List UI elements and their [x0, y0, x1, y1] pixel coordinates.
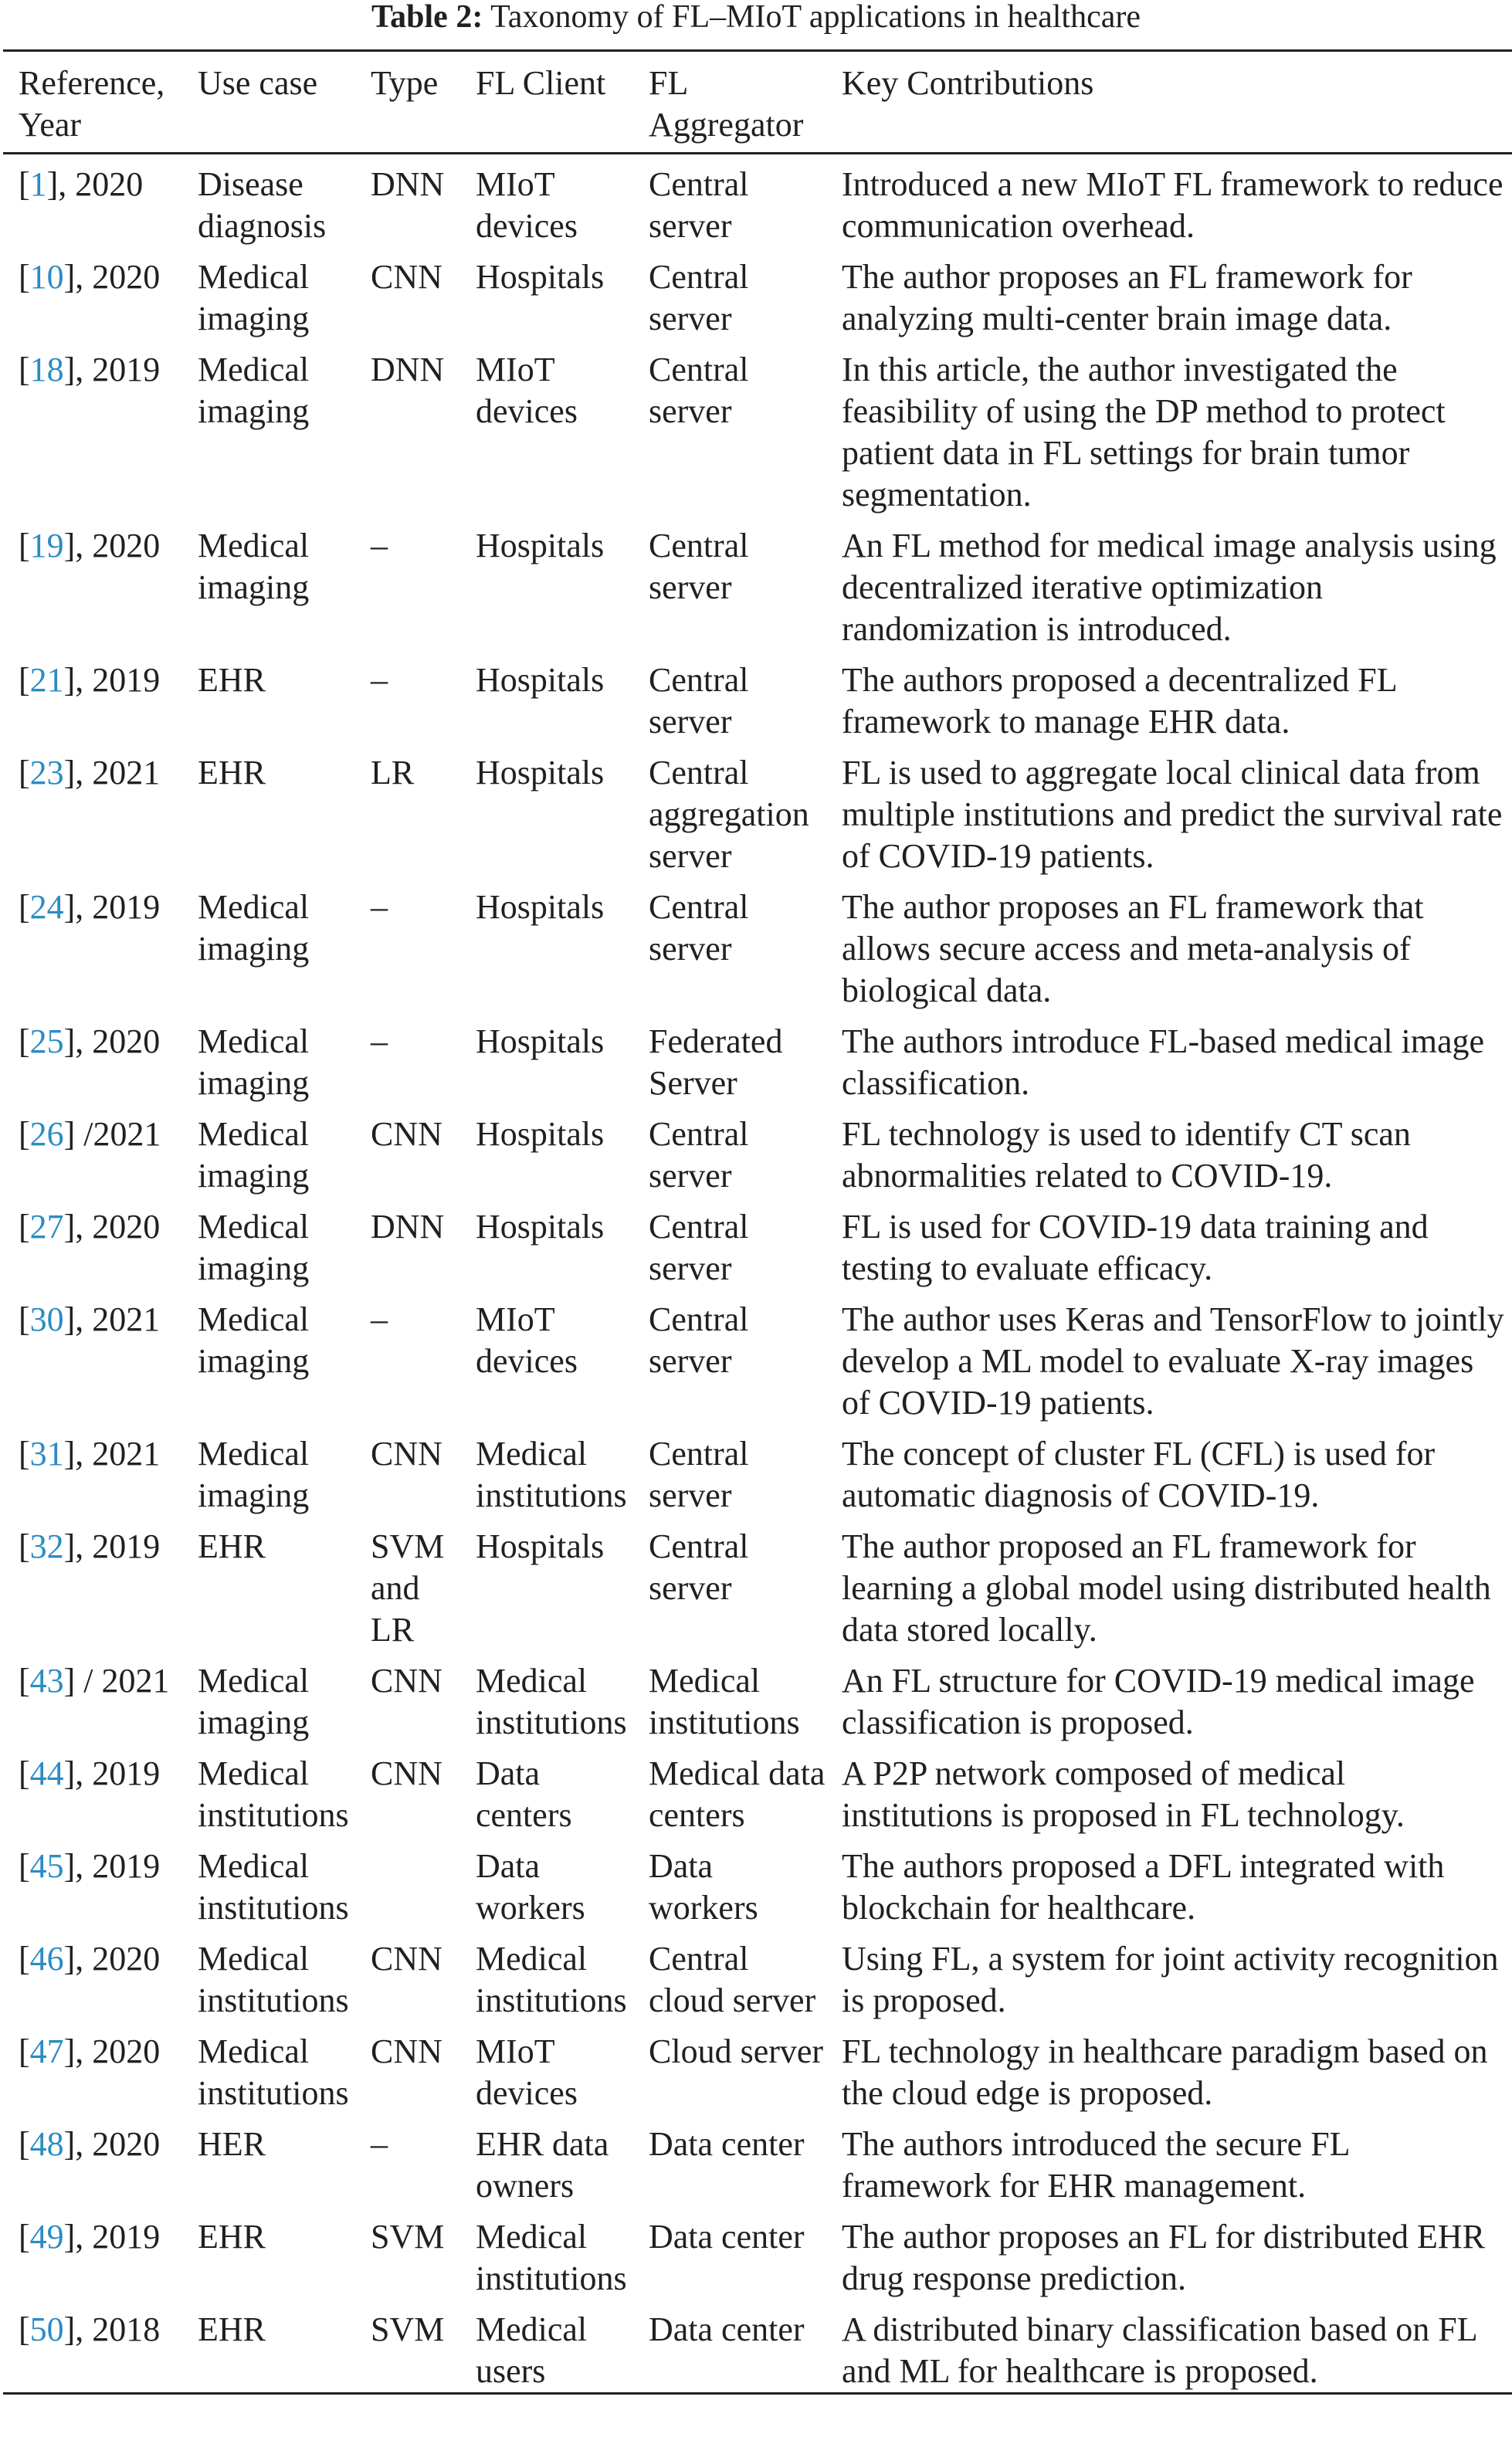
- table-row: [3, 516, 1512, 650]
- fl-aggregator-cell: Data center: [649, 2310, 805, 2348]
- fl-aggregator-cell: Central aggregation server: [649, 754, 809, 875]
- fl-client-cell: Hospitals: [476, 258, 605, 296]
- citation-link[interactable]: 25: [29, 1022, 64, 1060]
- reference-year-cell: [19], 2020: [19, 527, 161, 564]
- year-text: ], 2021: [63, 754, 161, 792]
- fl-aggregator-cell: Central server: [649, 661, 749, 741]
- table-row: [3, 247, 1512, 340]
- fl-client-cell: Medical institutions: [476, 1940, 627, 2019]
- use-case-cell: Medical institutions: [198, 1754, 349, 1834]
- use-case-cell: Medical imaging: [198, 888, 310, 968]
- year-text: ], 2019: [63, 888, 161, 926]
- use-case-cell: HER: [198, 2125, 266, 2163]
- fl-aggregator-cell: Central server: [649, 1435, 749, 1514]
- table-row: [3, 650, 1512, 743]
- fl-client-cell: MIoT devices: [476, 1300, 578, 1380]
- table-row: [3, 1651, 1512, 1744]
- key-contribution-cell: A P2P network composed of medical institutions is proposed in FL technology.: [842, 1754, 1405, 1834]
- fl-client-cell: Hospitals: [476, 1527, 605, 1565]
- type-cell: –: [371, 661, 388, 699]
- year-text: ], 2019: [63, 351, 161, 388]
- key-contribution-cell: The author proposed an FL framework for learning a global model using distributed health data stored locally.: [842, 1527, 1491, 1649]
- table-row: [3, 2114, 1512, 2207]
- year-text: ], 2020: [63, 2125, 161, 2163]
- fl-aggregator-cell: Cloud server: [649, 2032, 824, 2070]
- reference-year-cell: [46], 2020: [19, 1940, 161, 1978]
- table-caption: [0, 0, 1512, 34]
- table-row: [3, 1836, 1512, 1929]
- use-case-cell: Medical imaging: [198, 351, 310, 430]
- table-caption-label: Table 2:: [371, 0, 483, 35]
- citation-link[interactable]: 23: [29, 754, 64, 792]
- reference-year-cell: [32], 2019: [19, 1527, 161, 1565]
- table-caption-title: Taxonomy of FL–MIoT applications in healthcare: [490, 0, 1141, 35]
- use-case-cell: Medical imaging: [198, 1022, 310, 1102]
- citation-link[interactable]: 21: [29, 661, 64, 699]
- table-row: [3, 2300, 1512, 2394]
- reference-year-cell: [45], 2019: [19, 1847, 161, 1885]
- reference-year-cell: [1], 2020: [19, 165, 144, 203]
- citation-link[interactable]: 44: [29, 1754, 64, 1792]
- type-cell: –: [371, 527, 388, 564]
- type-cell: CNN: [371, 1435, 442, 1473]
- reference-year-cell: [24], 2019: [19, 888, 161, 926]
- key-contribution-cell: An FL structure for COVID-19 medical image classification is proposed.: [842, 1662, 1475, 1741]
- citation-link[interactable]: 46: [29, 1940, 64, 1978]
- fl-client-cell: Data centers: [476, 1754, 572, 1834]
- use-case-cell: Medical imaging: [198, 1208, 310, 1287]
- fl-aggregator-cell: Central server: [649, 1115, 749, 1195]
- reference-year-cell: [48], 2020: [19, 2125, 161, 2163]
- type-cell: [355, 1836, 460, 1929]
- header-key-contributions: Key Contributions: [842, 64, 1094, 102]
- fl-aggregator-cell: Central server: [649, 165, 749, 245]
- table-body: [3, 154, 1512, 2394]
- year-text: ], 2019: [63, 661, 161, 699]
- citation-link[interactable]: 43: [29, 1662, 64, 1700]
- header-reference-year: Reference, Year: [19, 64, 165, 144]
- table-row: [3, 340, 1512, 516]
- header-fl-client: FL Client: [476, 64, 606, 102]
- fl-client-cell: Hospitals: [476, 661, 605, 699]
- reference-year-cell: [50], 2018: [19, 2310, 161, 2348]
- use-case-cell: EHR: [198, 661, 266, 699]
- use-case-cell: Medical imaging: [198, 1300, 310, 1380]
- type-cell: –: [371, 888, 388, 926]
- table-row: [3, 1744, 1512, 1836]
- type-cell: CNN: [371, 1662, 442, 1700]
- reference-year-cell: [27], 2020: [19, 1208, 161, 1246]
- reference-year-cell: [43] / 2021: [19, 1662, 170, 1700]
- table-row: [3, 1290, 1512, 1424]
- fl-client-cell: Medical institutions: [476, 1662, 627, 1741]
- table-row: [3, 2022, 1512, 2114]
- table-row: [3, 1424, 1512, 1517]
- header-fl-aggregator: FL Aggregator: [649, 64, 804, 144]
- fl-client-cell: MIoT devices: [476, 351, 578, 430]
- use-case-cell: EHR: [198, 2218, 266, 2256]
- key-contribution-cell: Using FL, a system for joint activity recognition is proposed.: [842, 1940, 1499, 2019]
- key-contribution-cell: The authors proposed a decentralized FL framework to manage EHR data.: [842, 661, 1396, 741]
- fl-aggregator-cell: Medical institutions: [649, 1662, 800, 1741]
- table-row: [3, 1104, 1512, 1197]
- use-case-cell: Disease diagnosis: [198, 165, 327, 245]
- table-row: [3, 154, 1512, 248]
- table-row: [3, 2207, 1512, 2300]
- type-cell: CNN: [371, 1115, 442, 1153]
- key-contribution-cell: A distributed binary classification based on FL and ML for healthcare is proposed.: [842, 2310, 1476, 2390]
- citation-link[interactable]: 49: [29, 2218, 64, 2256]
- type-cell: DNN: [371, 351, 445, 388]
- year-text: ], 2020: [63, 1022, 161, 1060]
- year-text: ] /2021: [63, 1115, 161, 1153]
- fl-client-cell: Hospitals: [476, 1208, 605, 1246]
- use-case-cell: Medical imaging: [198, 1435, 310, 1514]
- reference-year-cell: [31], 2021: [19, 1435, 161, 1473]
- year-text: ], 2021: [63, 1435, 161, 1473]
- year-text: ], 2020: [63, 1208, 161, 1246]
- use-case-cell: EHR: [198, 1527, 266, 1565]
- citation-link[interactable]: 45: [29, 1847, 64, 1885]
- type-cell: SVM and LR: [371, 1527, 445, 1649]
- reference-year-cell: [18], 2019: [19, 351, 161, 388]
- citation-link[interactable]: 24: [29, 888, 64, 926]
- fl-client-cell: MIoT devices: [476, 165, 578, 245]
- year-text: ], 2020: [63, 527, 161, 564]
- fl-aggregator-cell: Central server: [649, 888, 749, 968]
- reference-year-cell: [10], 2020: [19, 258, 161, 296]
- type-cell: CNN: [371, 258, 442, 296]
- type-cell: –: [371, 1022, 388, 1060]
- fl-aggregator-cell: Central server: [649, 1208, 749, 1287]
- year-text: ], 2019: [63, 1754, 161, 1792]
- key-contribution-cell: In this article, the author investigated the feasibility of using the DP method to protect patient data in FL settings for brain tumor segmentation.: [842, 351, 1446, 514]
- key-contribution-cell: FL technology is used to identify CT scan abnormalities related to COVID-19.: [842, 1115, 1411, 1195]
- reference-year-cell: [26] /2021: [19, 1115, 161, 1153]
- type-cell: CNN: [371, 1940, 442, 1978]
- type-cell: –: [371, 2125, 388, 2163]
- reference-year-cell: [25], 2020: [19, 1022, 161, 1060]
- year-text: ], 2020: [63, 2032, 161, 2070]
- year-text: ], 2018: [63, 2310, 161, 2348]
- citation-link[interactable]: 27: [29, 1208, 64, 1246]
- key-contribution-cell: FL is used to aggregate local clinical data from multiple institutions and predict the survival rate of COVID-19 patients.: [842, 754, 1503, 875]
- table-row: [3, 1012, 1512, 1104]
- citation-link[interactable]: 1: [29, 165, 47, 203]
- table-row: [3, 743, 1512, 877]
- use-case-cell: Medical institutions: [198, 1940, 349, 2019]
- citation-link[interactable]: 10: [29, 258, 64, 296]
- fl-client-cell: Medical users: [476, 2310, 588, 2390]
- fl-aggregator-cell: Central server: [649, 258, 749, 337]
- reference-year-cell: [23], 2021: [19, 754, 161, 792]
- use-case-cell: Medical institutions: [198, 1847, 349, 1927]
- citation-link[interactable]: 47: [29, 2032, 64, 2070]
- reference-year-cell: [49], 2019: [19, 2218, 161, 2256]
- reference-year-cell: [30], 2021: [19, 1300, 161, 1338]
- year-text: ], 2019: [63, 1847, 161, 1885]
- citation-link[interactable]: 32: [29, 1527, 64, 1565]
- taxonomy-table: [3, 49, 1512, 2395]
- key-contribution-cell: The authors introduce FL-based medical image classification.: [842, 1022, 1485, 1102]
- fl-client-cell: MIoT devices: [476, 2032, 578, 2112]
- fl-aggregator-cell: Central server: [649, 1527, 749, 1607]
- header-use-case: Use case: [198, 64, 318, 102]
- type-cell: CNN: [371, 1754, 442, 1792]
- type-cell: DNN: [371, 1208, 445, 1246]
- fl-aggregator-cell: Data center: [649, 2125, 805, 2163]
- fl-client-cell: Hospitals: [476, 888, 605, 926]
- year-text: ], 2020: [63, 1940, 161, 1978]
- use-case-cell: EHR: [198, 2310, 266, 2348]
- use-case-cell: Medical imaging: [198, 527, 310, 606]
- table-header-row: [3, 51, 1512, 154]
- key-contribution-cell: FL is used for COVID-19 data training and testing to evaluate efficacy.: [842, 1208, 1429, 1287]
- fl-aggregator-cell: Central server: [649, 351, 749, 430]
- fl-aggregator-cell: Federated Server: [649, 1022, 783, 1102]
- fl-client-cell: Medical institutions: [476, 1435, 627, 1514]
- type-cell: DNN: [371, 165, 445, 203]
- year-text: ], 2019: [63, 2218, 161, 2256]
- fl-client-cell: Medical institutions: [476, 2218, 627, 2297]
- header-type: Type: [371, 64, 439, 102]
- citation-link[interactable]: 48: [29, 2125, 64, 2163]
- citation-link[interactable]: 19: [29, 527, 64, 564]
- citation-link[interactable]: 30: [29, 1300, 64, 1338]
- table-row: [3, 1517, 1512, 1651]
- key-contribution-cell: The author proposes an FL framework that allows secure access and meta-analysis of biological data.: [842, 888, 1424, 1009]
- key-contribution-cell: An FL method for medical image analysis using decentralized iterative optimization randomization is introduced.: [842, 527, 1497, 648]
- fl-client-cell: Hospitals: [476, 527, 605, 564]
- key-contribution-cell: The authors proposed a DFL integrated with blockchain for healthcare.: [842, 1847, 1445, 1927]
- key-contribution-cell: FL technology in healthcare paradigm based on the cloud edge is proposed.: [842, 2032, 1488, 2112]
- fl-client-cell: Hospitals: [476, 754, 605, 792]
- citation-link[interactable]: 18: [29, 351, 64, 388]
- use-case-cell: Medical imaging: [198, 258, 310, 337]
- use-case-cell: EHR: [198, 754, 266, 792]
- fl-aggregator-cell: Central server: [649, 527, 749, 606]
- citation-link[interactable]: 26: [29, 1115, 64, 1153]
- reference-year-cell: [44], 2019: [19, 1754, 161, 1792]
- use-case-cell: Medical imaging: [198, 1115, 310, 1195]
- year-text: ], 2021: [63, 1300, 161, 1338]
- reference-year-cell: [47], 2020: [19, 2032, 161, 2070]
- type-cell: SVM: [371, 2218, 445, 2256]
- year-text: ], 2020: [46, 165, 144, 203]
- fl-client-cell: EHR data owners: [476, 2125, 609, 2205]
- fl-client-cell: Hospitals: [476, 1022, 605, 1060]
- key-contribution-cell: The author proposes an FL framework for analyzing multi-center brain image data.: [842, 258, 1412, 337]
- use-case-cell: Medical institutions: [198, 2032, 349, 2112]
- use-case-cell: Medical imaging: [198, 1662, 310, 1741]
- fl-aggregator-cell: Data center: [649, 2218, 805, 2256]
- year-text: ], 2019: [63, 1527, 161, 1565]
- fl-aggregator-cell: Central server: [649, 1300, 749, 1380]
- reference-year-cell: [21], 2019: [19, 661, 161, 699]
- fl-client-cell: Hospitals: [476, 1115, 605, 1153]
- fl-aggregator-cell: Medical data centers: [649, 1754, 825, 1834]
- type-cell: –: [371, 1300, 388, 1338]
- table-row: [3, 1929, 1512, 2022]
- fl-aggregator-cell: Data workers: [649, 1847, 758, 1927]
- type-cell: CNN: [371, 2032, 442, 2070]
- citation-link[interactable]: 50: [29, 2310, 64, 2348]
- type-cell: LR: [371, 754, 415, 792]
- fl-aggregator-cell: Central cloud server: [649, 1940, 816, 2019]
- key-contribution-cell: The authors introduced the secure FL framework for EHR management.: [842, 2125, 1349, 2205]
- year-text: ] / 2021: [63, 1662, 170, 1700]
- key-contribution-cell: Introduced a new MIoT FL framework to reduce communication overhead.: [842, 165, 1504, 245]
- type-cell: SVM: [371, 2310, 445, 2348]
- citation-link[interactable]: 31: [29, 1435, 64, 1473]
- table-row: [3, 877, 1512, 1012]
- key-contribution-cell: The author proposes an FL for distributed EHR drug response prediction.: [842, 2218, 1485, 2297]
- year-text: ], 2020: [63, 258, 161, 296]
- key-contribution-cell: The author uses Keras and TensorFlow to jointly develop a ML model to evaluate X-ray images of COVID-19 patients.: [842, 1300, 1504, 1422]
- key-contribution-cell: The concept of cluster FL (CFL) is used for automatic diagnosis of COVID-19.: [842, 1435, 1436, 1514]
- table-row: [3, 1197, 1512, 1290]
- fl-client-cell: Data workers: [476, 1847, 585, 1927]
